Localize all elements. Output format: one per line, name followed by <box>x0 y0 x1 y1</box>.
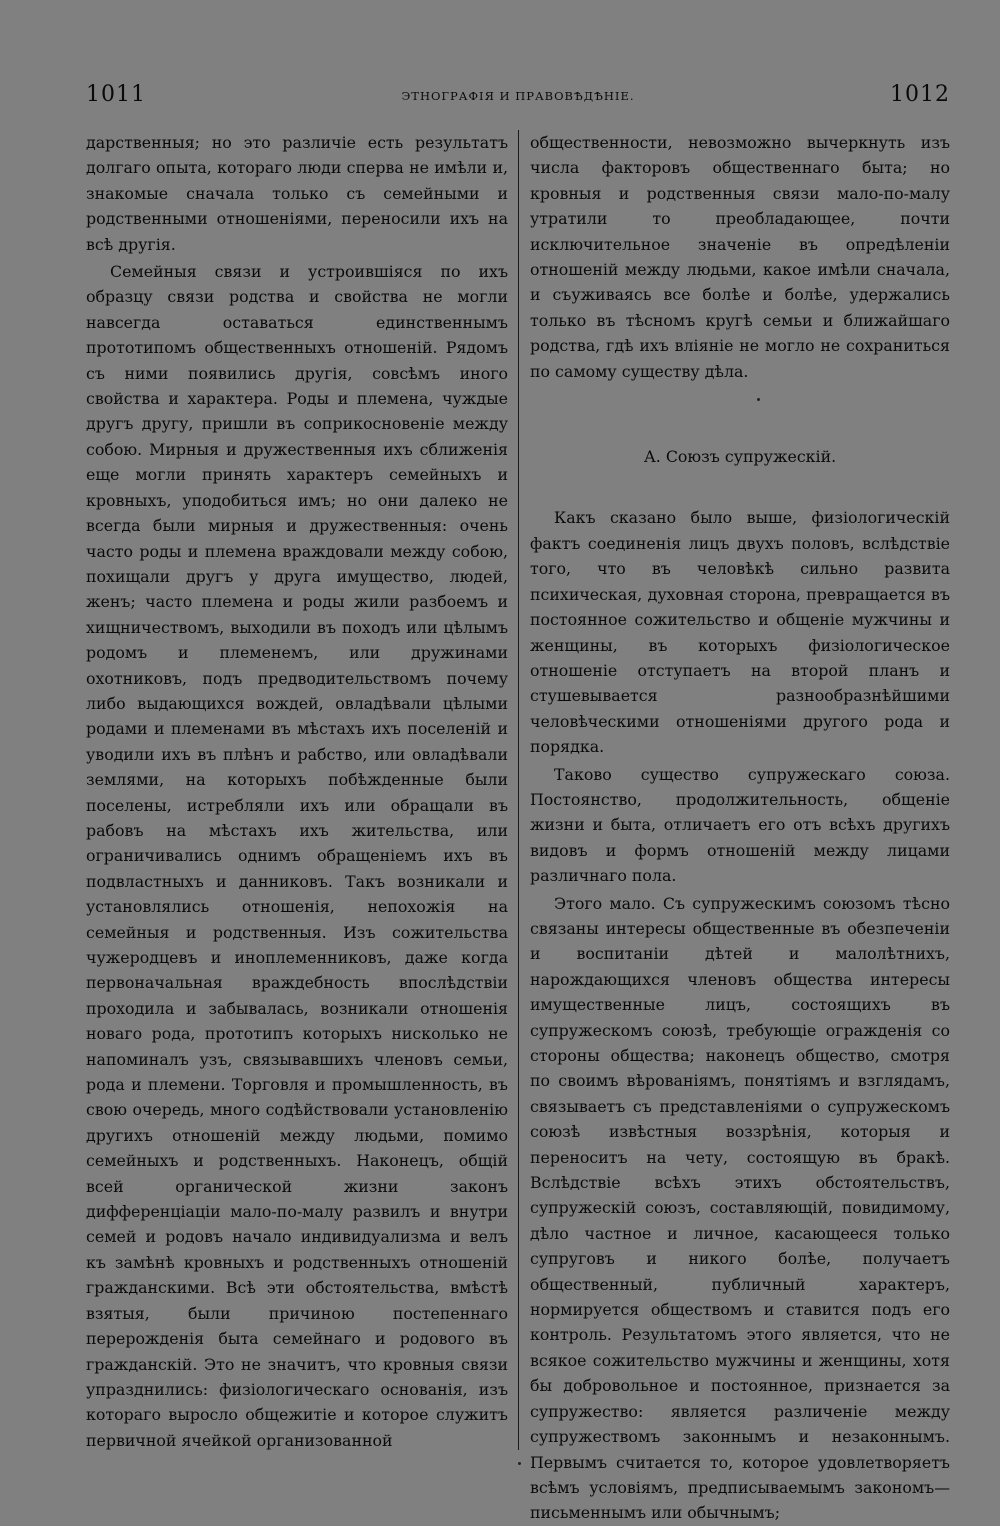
right-paragraph-continuation: общественности, невозможно вычеркнуть изъ числа факторовъ общественнаго быта; но кровныя и родственныя связи мало-по-малу утратили то преобладающее, почти исключительное значеніе въ опредѣленіи отношеній между людьми, какое имѣли сначала, и съуживаясь все болѣе и болѣе, удержались только въ тѣсномъ кругѣ семьи и ближайшаго родства, гдѣ ихъ вліяніе не могло не сохраниться по самому существу дѣла. <box>530 133 950 381</box>
page-number-left: 1011 <box>86 82 146 107</box>
left-column <box>86 130 508 1453</box>
running-title: ЭТНОГРАФІЯ И ПРАВОВѢДѢНІЕ. <box>401 89 635 103</box>
speck-mark <box>518 1462 521 1465</box>
right-paragraph-3: Этого мало. Съ супружескимъ союзомъ тѣсно связаны интересы общественные въ обезпеченіи и воспитаніи дѣтей и малолѣтнихъ, нарождающихся членовъ общества интересы имущественные лицъ, состоящихъ въ супружескомъ союзѣ, требующіе огражденія со стороны общества; наконецъ общество, смотря по своимъ вѣрованіямъ, понятіямъ и взглядамъ, связываетъ съ представленіями о супружескомъ союзѣ извѣстныя воззрѣнія, которыя и переноситъ на чету, состоящую въ бракѣ. Вслѣдствіе всѣхъ этихъ обстоятельствъ, супружескій союзъ, составляющій, повидимому, дѣло частное и личное, касающееся только супруговъ и никого болѣе, получаетъ общественный, публичный характеръ, нормируется обществомъ и ставится подъ его контроль. Результатомъ этого является, что не всякое сожительство мужчины и женщины, хотя бы добровольное и постоянное, признается за супружество: является различеніе между супружествомъ законнымъ и незаконнымъ. Первымъ считается то, которое удовлетворяетъ всѣмъ условіямъ, предписываемымъ закономъ—письменнымъ или обычнымъ; <box>530 893 950 1523</box>
page-header <box>86 82 950 112</box>
speck-mark <box>757 398 760 401</box>
right-paragraph-2: Таково существо супружескаго союза. Постоянство, продолжительность, общеніе жизни и быта, отличаетъ его отъ всѣхъ другихъ видовъ и формъ отношеній между лицами различнаго пола. <box>530 764 950 886</box>
column-divider <box>518 130 519 1450</box>
left-paragraph-1: дарственныя; но это различіе есть результатъ долгаго опыта, котораго люди сперва не имѣли и, знакомые сначала только съ семейными и родственными отношеніями, переносили ихъ на всѣ другія. <box>86 133 508 254</box>
right-paragraph-1: Какъ сказано было выше, физіологическій фактъ соединенія лицъ двухъ половъ, вслѣдствіе того, что въ человѣкѣ сильно развита психическая, духовная сторона, превращается въ постоянное сожительство и общеніе мужчины и женщины, въ которыхъ физіологическое отношеніе отступаетъ на второй планъ и стушевывается разнообразнѣйшими человѣческими отношеніями другого рода и порядка. <box>530 508 950 757</box>
page-number-right: 1012 <box>890 82 950 107</box>
section-title: А. Союзъ супружескій. <box>643 447 837 467</box>
right-column <box>530 130 950 1526</box>
left-paragraph-2: Семейныя связи и устроившіяся по ихъ образцу связи родства и свойства не могли навсегда оставаться единственнымъ прототипомъ общественныхъ отношеній. Рядомъ съ ними появились другія, совсѣмъ иного свойства и характера. Роды и племена, чуждые другъ другу, пришли въ соприкосновеніе между собою. Мирныя и дружественныя ихъ сближенія еще могли принять характеръ семейныхъ и кровныхъ, уподобиться имъ; но они далеко не всегда были мирныя и дружественныя: очень часто роды и племена враждовали между собою, похищали другъ у друга имущество, людей, женъ; часто племена и роды жили разбоемъ и хищничествомъ, выходили въ походъ или цѣлымъ родомъ и племенемъ, или дружинами охотниковъ, подъ предводительствомъ почему либо выдающихся вождей, овладѣвали цѣлыми родами и племенами въ мѣстахъ ихъ поселеній и уводили ихъ въ плѣнъ и рабство, или овладѣвали землями, на которыхъ побѣжденные были поселены, истребляли ихъ или обращали въ рабовъ на мѣстахъ ихъ жительства, или ограничивались однимъ обращеніемъ ихъ въ подвластныхъ и данниковъ. Такъ возникали и установлялись отношенія, непохожія на семейныя и родственныя. Изъ сожительства чужеродцевъ и иноплеменниковъ, даже когда первоначальная враждебность впослѣдствіи проходила и забывалась, возникали отношенія новаго рода, прототипъ которыхъ нисколько не напоминалъ узъ, связывавшихъ членовъ семьи, рода и племени. Торговля и промышленность, въ свою очередь, много содѣйствовали установленію другихъ отношеній между людьми, помимо семейныхъ и родственныхъ. Наконецъ, общій всей органической жизни законъ дифференціаціи мало-по-малу развилъ и внутри семей и родовъ начало индивидуализма и велъ къ замѣнѣ кровныхъ и родственныхъ отношеній гражданскими. Всѣ эти обстоятельства, вмѣстѣ взятыя, были причиною постепеннаго перерожденія быта семейнаго и родового въ гражданскій. Это не значитъ, что кровныя связи упразднились: физіологическаго основанія, изъ котораго выросло общежитіе и которое служитъ первичной ячейкой организованной <box>86 262 508 1450</box>
